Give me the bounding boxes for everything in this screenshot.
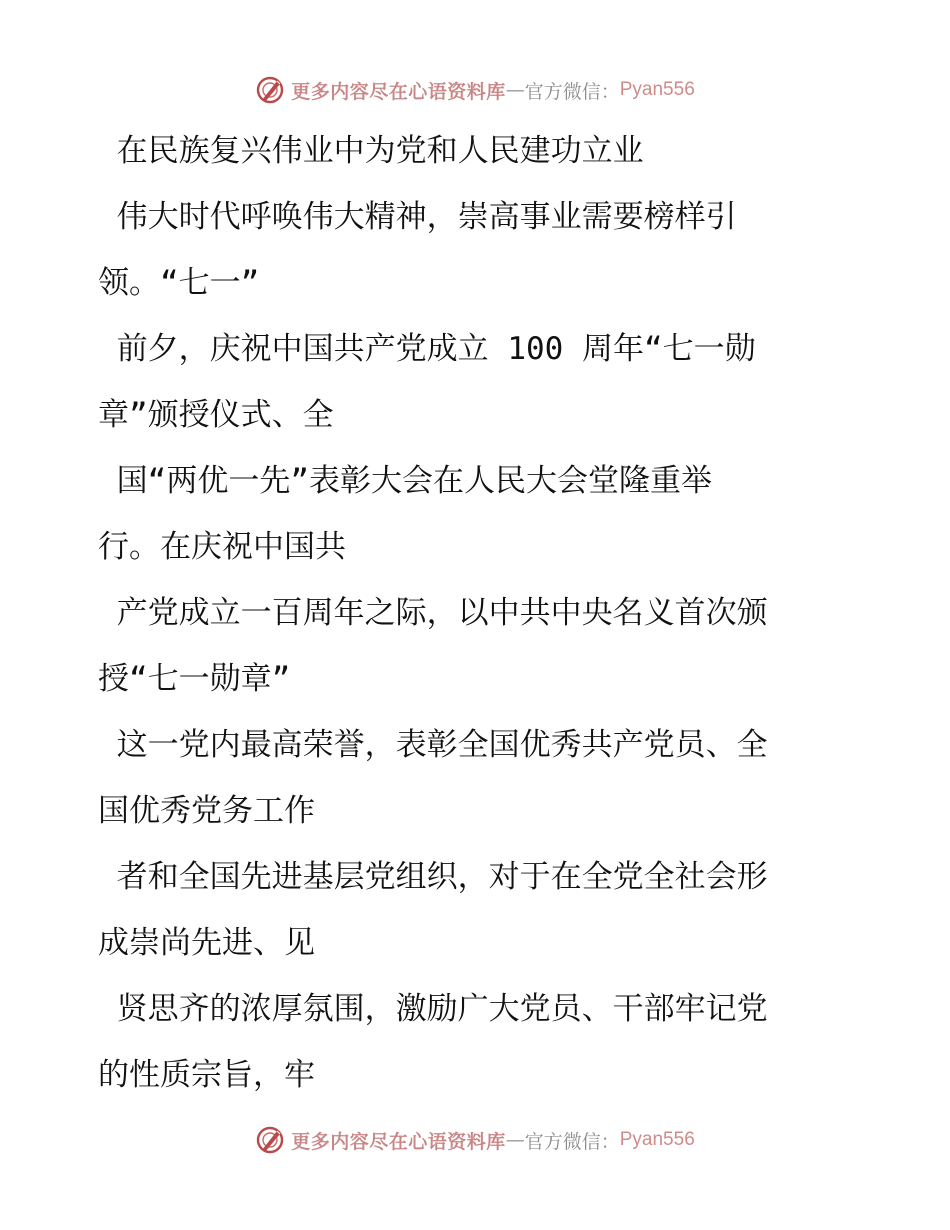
pen-logo-icon — [255, 75, 285, 105]
footer-watermark — [0, 1120, 950, 1160]
text-line: 成崇尚先进、见 — [98, 925, 315, 961]
document-body — [98, 118, 838, 1108]
text-line: 在民族复兴伟业中为党和人民建功立业 — [98, 133, 644, 169]
text-line: 的性质宗旨，牢 — [98, 1057, 315, 1093]
header-watermark — [0, 70, 950, 110]
text-line: 前夕，庆祝中国共产党成立 100 周年“七一勋 — [98, 331, 756, 367]
watermark-handle: Pyan556 — [619, 79, 695, 100]
text-line: 伟大时代呼唤伟大精神，崇高事业需要榜样引 — [98, 199, 737, 235]
text-line: 授“七一勋章” — [98, 661, 291, 697]
text-line: 领。“七一” — [98, 265, 260, 301]
watermark-separator: — — [505, 79, 525, 101]
text-line: 章”颁授仪式、全 — [98, 397, 334, 433]
watermark-brand: 更多内容尽在心语资料库 — [291, 1130, 506, 1153]
text-line: 贤思齐的浓厚氛围，激励广大党员、干部牢记党 — [98, 991, 768, 1027]
watermark-separator: — — [505, 1129, 525, 1151]
text-line: 者和全国先进基层党组织，对于在全党全社会形 — [98, 859, 768, 895]
text-line: 国优秀党务工作 — [98, 793, 315, 829]
text-line: 产党成立一百周年之际，以中共中央名义首次颁 — [98, 595, 768, 631]
pen-logo-icon — [255, 1125, 285, 1155]
watermark-brand: 更多内容尽在心语资料库 — [291, 80, 506, 103]
watermark-handle: Pyan556 — [619, 1129, 695, 1150]
watermark-official: 官方微信： — [524, 80, 620, 103]
watermark-official: 官方微信： — [524, 1130, 620, 1153]
text-line: 行。在庆祝中国共 — [98, 529, 346, 565]
text-line: 这一党内最高荣誉，表彰全国优秀共产党员、全 — [98, 727, 768, 763]
text-line: 国“两优一先”表彰大会在人民大会堂隆重举 — [98, 463, 712, 499]
